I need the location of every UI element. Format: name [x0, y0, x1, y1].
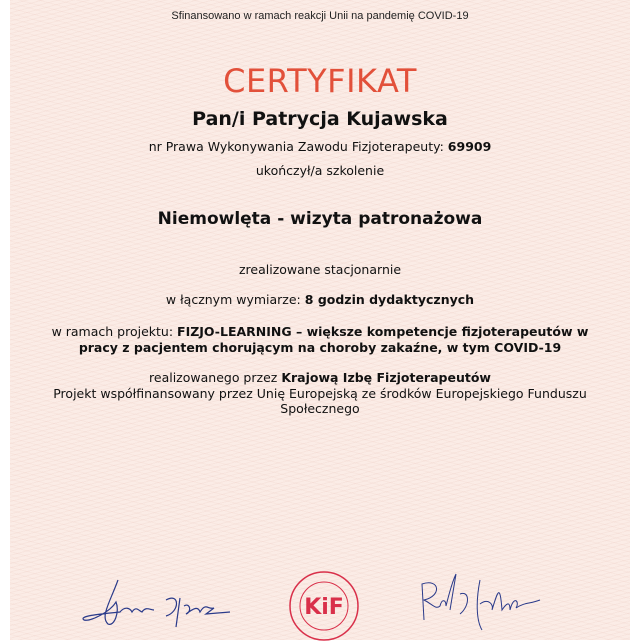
funding-note: Sfinansowano w ramach reakcji Unii na pandemię COVID-19: [171, 10, 469, 22]
signature-left: [80, 572, 240, 632]
certificate-title: CERTYFIKAT: [223, 62, 417, 100]
organizer-line: [0, 370, 640, 385]
hours-value: 8 godzin dydaktycznych: [304, 292, 475, 307]
project-name-2: pracy z pacjentem chorującym na choroby zakaźne, w tym COVID-19: [78, 340, 562, 355]
kif-seal-logo: [288, 570, 360, 642]
license-label: nr Prawa Wykonywania Zawodu Fizjoterapeuty:: [148, 139, 444, 154]
svg-text:KiF: KiF: [304, 595, 344, 620]
course-name: Niemowlęta - wizyta patronażowa: [157, 209, 483, 229]
license-line: [0, 139, 640, 154]
hours-label: w łącznym wymiarze:: [165, 292, 301, 307]
hours-line: [0, 292, 640, 307]
cofinance-line-1: Projekt współfinansowany przez Unię Europejską ze środków Europejskiego Funduszu: [53, 386, 587, 401]
completed-text: ukończył/a szkolenie: [255, 163, 385, 178]
recipient-name: Pan/i Patrycja Kujawska: [192, 108, 448, 130]
project-name-1: FIZJO-LEARNING – większe kompetencje fizjoterapeutów w: [177, 324, 589, 339]
project-label: w ramach projektu:: [51, 324, 174, 339]
license-number: 69909: [447, 139, 492, 154]
organizer-label: realizowanego przez: [149, 370, 278, 385]
cofinance-line-2: Społecznego: [280, 401, 360, 416]
project-line: [0, 324, 640, 339]
training-mode: zrealizowane stacjonarnie: [238, 262, 402, 277]
signature-right: [410, 570, 560, 640]
organizer-name: Krajową Izbę Fizjoterapeutów: [281, 370, 491, 385]
